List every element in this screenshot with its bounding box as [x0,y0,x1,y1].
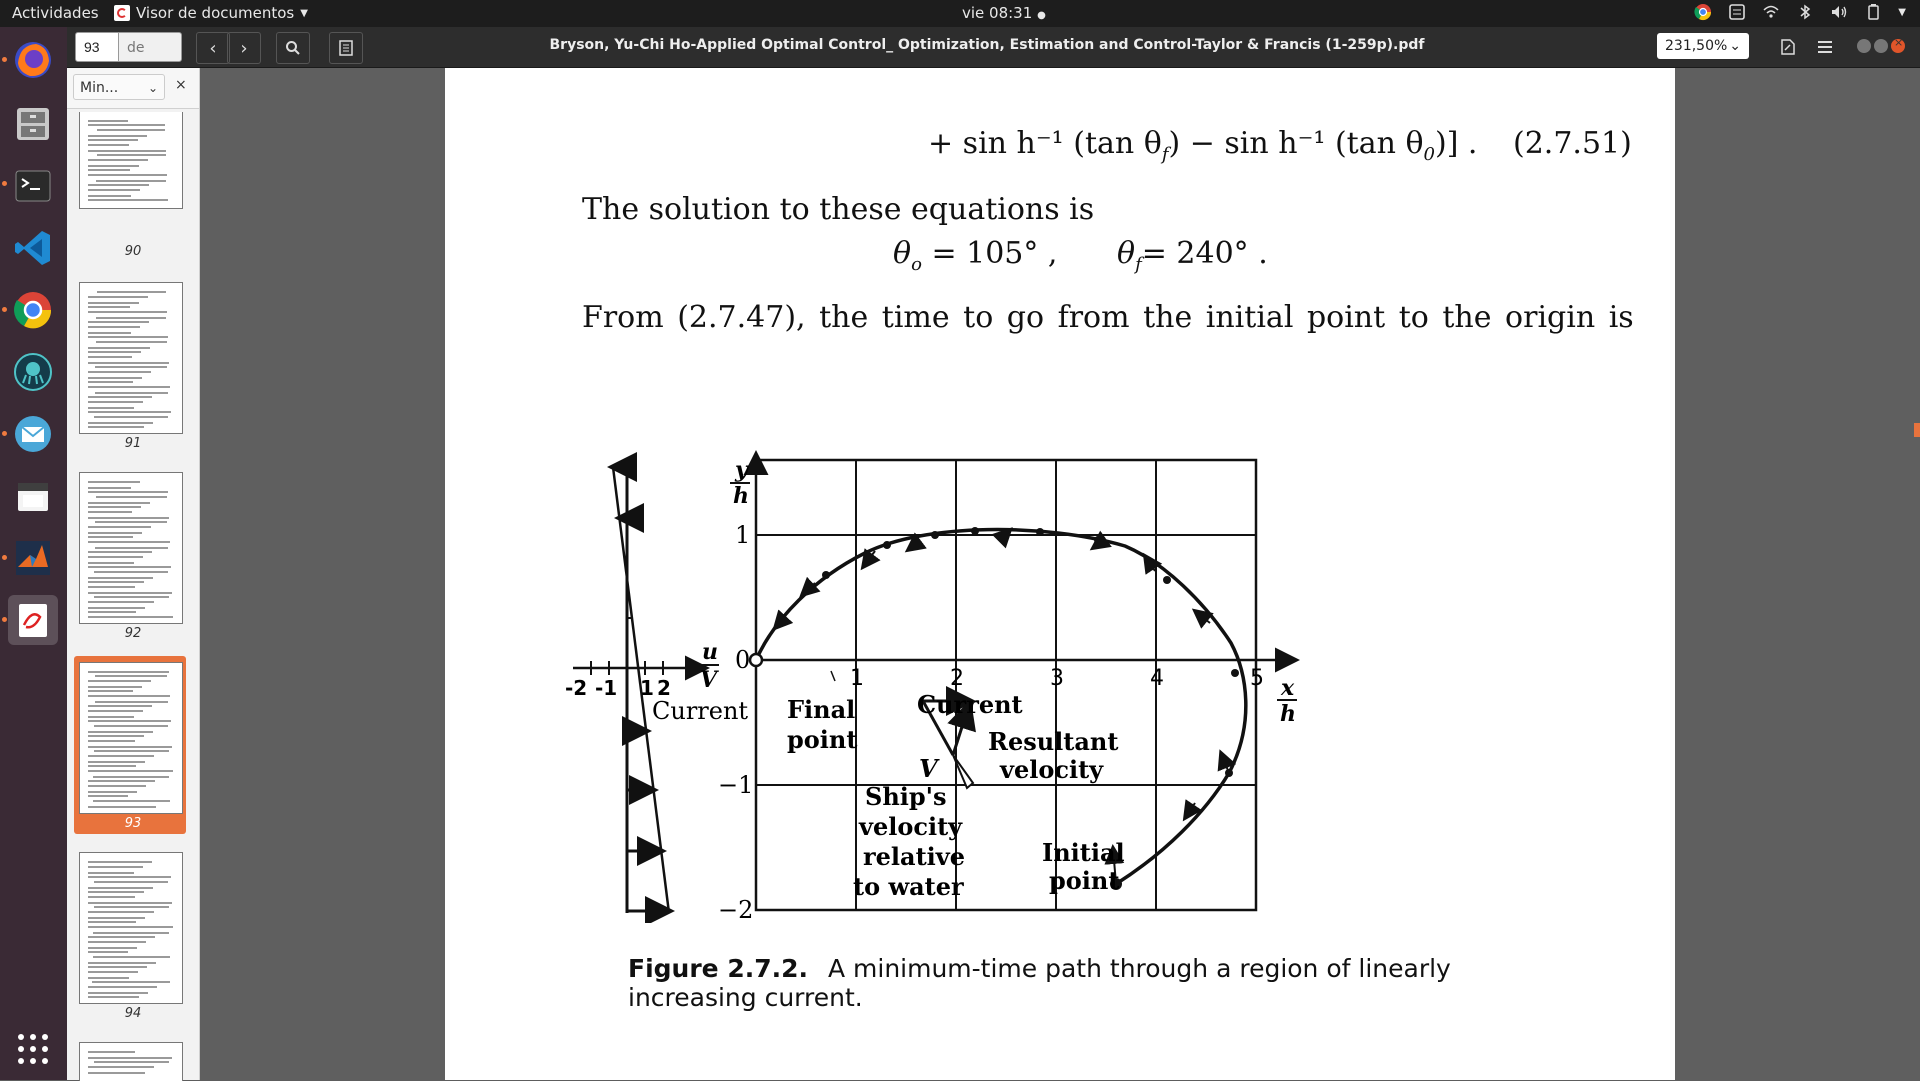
thumbnail-text-line [88,165,139,167]
mail-launcher[interactable] [8,409,58,459]
thumbnail-text-line [88,926,173,928]
battery-icon[interactable] [1864,3,1882,21]
equation-subscript: o [911,254,922,275]
thumbnail-text-line [88,195,131,197]
annotation-ships-velocity: to water [853,872,964,901]
close-window-button[interactable] [1891,36,1905,53]
thumbnail-text-line [88,716,134,718]
running-indicator [2,181,7,186]
document-title: Bryson, Yu-Chi Ho-Applied Optimal Control_ Optimization, Estimation and Control-Taylor & Francis (1-259p).pdf [549,37,1425,53]
y-tick-label: −1 [718,771,754,799]
profile-tick-label: 2 [657,676,671,700]
annotation-final-point: point [787,725,858,754]
sidebar-mode-label: Min... [80,80,119,96]
paragraph-time-to-go: From (2.7.47), the time to go from the initial point to the origin is [582,300,1634,335]
thumbnail-text-line [93,932,169,934]
thumbnail-sidebar [67,68,200,1080]
vscode-icon [12,227,54,269]
y-axis-label-denominator: h [733,483,749,509]
thumbnail-text-line [88,491,168,493]
thumbnail-text-line [88,806,156,808]
thumbnail-text-line [88,755,154,757]
thumbnail-text-line [94,571,168,573]
app-menu-label: Visor de documentos [136,4,295,22]
thumbnail-text-line [94,906,169,908]
equation-subscript: 0 [1423,144,1435,165]
thumbnail-text-line [88,770,173,772]
equation-text: )] . [1434,126,1478,161]
calendar-icon [12,475,54,517]
equation-2-7-51 [928,126,1632,165]
thumbnail-text-line [88,386,170,388]
thumbnail-text-line [88,592,172,594]
thumbnail-text-line [88,532,142,534]
page-number-input[interactable] [75,32,119,62]
y-tick-label: −2 [718,896,754,923]
thumbnail-text-line [88,199,168,201]
figure-caption-text: increasing current. [628,983,863,1012]
thumbnail-text-line [88,962,156,964]
thumbnail-text-line [88,347,150,349]
thumbnail-text-line [88,326,140,328]
thumbnail-text-line [88,150,166,152]
thumbnail-text-line [88,541,170,543]
thumbnail-text-line [88,396,152,398]
thumbnail-text-line [88,611,136,613]
profile-current-label: Current [652,697,749,725]
thumbnail-text-line [88,332,131,334]
thumbnail-page-90[interactable] [79,112,183,209]
system-tray[interactable] [1694,3,1906,21]
thumbnail-text-line [88,481,140,483]
thumbnail-text-line [88,1072,145,1074]
document-edit-icon [1781,39,1795,55]
thumbnail-text-line [94,596,169,598]
document-viewer-icon [12,599,54,641]
notification-dot-icon: ● [1037,10,1046,21]
app-menu[interactable] [114,4,308,22]
thumbnail-text-line [88,740,135,742]
thumbnail-text-line [88,690,133,692]
thumbnail-text-line [88,302,139,304]
thumbnail-text-line [88,586,135,588]
annotation-v: V [919,754,938,783]
document-viewer-launcher[interactable] [8,595,58,645]
thumbnail-label: 91 [124,436,142,451]
top-bar [0,0,1920,27]
close-icon: × [1894,36,1904,49]
thumbnail-text-line [88,921,136,923]
annotation-final-point: Final [787,695,856,724]
matlab-icon [12,537,54,579]
equation-subscript: f [1161,144,1169,165]
thumbnail-text-line [95,366,167,368]
x-axis-label-denominator: h [1280,701,1296,727]
thumbnail-text-line [88,795,128,797]
x-tick-label: 4 [1150,666,1164,691]
thumbnail-label: 94 [124,1006,142,1021]
chrome-launcher[interactable] [8,285,58,335]
profile-tick-label: -2 [565,676,588,700]
annotation-current: Current [917,690,1023,719]
thumbnail-text-line [88,401,143,403]
thumbnail-text-line [88,336,168,338]
thumbnail-text-line [95,521,167,523]
page-total-label: de [118,32,182,62]
thumbnail-text-line [88,1051,135,1053]
thumbnail-text-line [88,986,157,988]
thumbnail-text-line [88,169,130,171]
profile-axis-label-numerator: u [702,639,718,665]
equation-number: (2.7.51) [1513,126,1632,161]
terminal-icon [12,165,54,207]
thumbnail-label: 90 [124,244,142,259]
thumbnail-text-line [88,351,141,353]
thumbnail-text-line [88,159,148,161]
terminal-launcher[interactable] [8,161,58,211]
current-profile-diagram [565,467,751,913]
thumbnail-text-line [88,791,137,793]
thumbnail-page-91[interactable] [79,282,183,434]
thumbnail-text-line [88,124,165,126]
thumbnail-text-line [88,1066,154,1068]
thumbnail-text-line [94,725,168,727]
thumbnail-text-line [88,966,147,968]
scroll-indicator[interactable] [1914,423,1920,437]
thumbnail-text-line [97,154,166,156]
pdf-page [445,68,1675,1080]
search-icon [285,40,301,56]
thumbnail-text-line [88,362,169,364]
thumbnail-text-line [88,896,135,898]
running-indicator [2,555,7,560]
thumbnail-text-line [88,911,154,913]
app-grid-icon [16,1032,50,1066]
thumbnail-text-line [97,129,165,131]
launcher-dock [0,27,67,1080]
thumbnail-text-line [88,992,148,994]
paragraph-solution: The solution to these equations is [582,192,1095,227]
x-tick-label: 3 [1050,666,1064,691]
annotation-ships-velocity: Ship's [865,782,947,811]
thumbnail-label: 92 [124,626,142,641]
thumbnail-text-line [88,710,143,712]
chrome-tray-icon[interactable] [1694,3,1712,21]
thumbnail-text-line [88,120,128,122]
thumbnail-text-line [88,607,145,609]
thumbnail-text-line [88,671,169,673]
maximize-window-button[interactable] [1874,39,1888,53]
thumbnail-text-line [88,139,138,141]
thumbnail-text-line [88,977,129,979]
profile-tick-label: -1 [595,676,618,700]
zoom-value: 231,50% [1665,38,1728,54]
matlab-launcher[interactable] [8,533,58,583]
previous-page-button[interactable] [196,32,230,64]
figure-2-7-2 [565,443,1425,923]
chevron-down-icon: ▼ [300,7,308,19]
thumbnail-text-line [88,731,153,733]
thumbnail-text-line [88,189,140,191]
vscode-launcher[interactable] [8,223,58,273]
annotation-initial-point: point [1049,866,1120,895]
thumbnail-text-line [88,536,133,538]
file-cabinet-icon [12,103,54,145]
thumbnail-text-line [88,321,149,323]
equation-subscript: f [1135,254,1142,275]
figure-caption [628,954,1451,1012]
thumbnail-text-line [95,547,168,549]
thumbnail-text-line [88,866,143,868]
sidebar-mode-select[interactable] [73,74,165,100]
next-page-button[interactable] [227,32,261,64]
thumbnail-text-line [88,487,131,489]
thumbnail-text-line [88,306,130,308]
profile-tick-label: 1 [640,676,654,700]
firefox-launcher[interactable] [8,35,58,85]
running-indicator [2,57,7,62]
annotation-initial-point: Initial [1042,838,1125,867]
main-plot [718,455,1297,923]
thumbnail-text-line [96,341,167,343]
thumbnail-text-line [88,184,149,186]
clock-label: vie 08:31 [962,4,1033,22]
annotation-ships-velocity: velocity [859,812,963,841]
gitkraken-icon [12,351,54,393]
system-menu-chevron-icon[interactable]: ▼ [1898,6,1906,18]
thumbnail-text-line [88,1057,172,1059]
thumbnail-text-line [95,392,168,394]
thumbnail-text-line [88,876,171,878]
annotation-ships-velocity: relative [863,842,965,871]
profile-axis-label-denominator: V [700,667,718,693]
wifi-icon[interactable] [1762,3,1780,21]
plot-frame [756,460,1256,910]
thumbnail-text-line [88,720,171,722]
sidebar-toggle-button[interactable] [329,32,363,64]
volume-icon[interactable] [1830,3,1848,21]
thumbnail-text-line [88,407,134,409]
thumbnail-text-line [88,971,138,973]
close-sidebar-button[interactable]: × [175,77,187,93]
gitkraken-launcher[interactable] [8,347,58,397]
chrome-icon [12,289,54,331]
files-launcher[interactable] [8,99,58,149]
thumbnail-text-line [88,144,129,146]
thumbnail-text-line [88,371,151,373]
chevron-right-icon: › [240,37,248,59]
thumbnail-text-line [94,1061,169,1063]
thumbnail-text-line [93,776,169,778]
running-indicator [2,307,7,312]
activities-button[interactable]: Actividades [12,4,99,22]
thumbnail-text-line [88,422,153,424]
thumbnail-text-line [88,996,139,998]
x-tick-label: 5 [1250,666,1264,691]
thumbnail-text-line [88,356,132,358]
thumbnail-label: 93 [124,816,142,831]
thumbnail-text-line [88,411,171,413]
x-axis-label-numerator: x [1281,675,1295,701]
thumbnail-text-line [88,785,146,787]
figure-caption-text: A minimum-time path through a region of linearly [827,954,1451,983]
thumbnail-text-line [88,562,134,564]
thumbnail-text-line [88,695,170,697]
thumbnail-text-line [88,746,172,748]
thumbnail-text-line [88,502,150,504]
thumbnail-page-94[interactable] [79,852,183,1004]
thumbnail-text-line [93,956,170,958]
document-viewer-icon [114,5,130,21]
thumbnail-text-line [88,174,167,176]
thumbnail-text-line [96,317,166,319]
thumbnail-text-line [96,496,167,498]
minimize-window-button[interactable] [1857,39,1871,53]
thumbnail-text-line [88,296,148,298]
thumbnail-text-line [88,601,154,603]
chevron-down-icon: ⌄ [147,81,158,95]
thumbnail-text-line [97,291,166,293]
thumbnail-text-line [88,616,173,618]
y-tick-label: 0 [735,646,751,674]
thumbnail-text-line [88,377,142,379]
thumbnail-text-line [88,526,151,528]
thumbnail-text-line [88,551,152,553]
thumbnail-text-line [95,675,167,677]
thumbnail-text-line [88,705,152,707]
thumbnail-text-line [88,426,144,428]
thumbnail-text-line [88,135,147,137]
thumbnail-page-93[interactable] [79,662,183,814]
thumbnail-text-line [88,311,167,313]
thumbnail-text-line [88,917,145,919]
thumbnail-text-line [93,800,170,802]
bluetooth-icon[interactable] [1796,3,1814,21]
thumbnail-text-line [88,381,133,383]
thumbnail-text-line [88,887,153,889]
equation-text: + sin h⁻¹ (tan θ [928,126,1162,161]
main-menu-button[interactable] [1809,32,1841,62]
thumbnail-text-line [88,761,145,763]
thumbnail-text-line [88,936,155,938]
thumbnail-text-line [94,416,168,418]
thumbnail-text-line [88,941,146,943]
show-applications-button[interactable] [8,1024,58,1074]
equation-text: ) − sin h⁻¹ (tan θ [1168,126,1424,161]
theta-symbol: θ [1117,236,1136,271]
thumbnail-text-line [88,735,144,737]
x-tick-label: 2 [950,666,964,691]
thumbnail-text-line [88,951,128,953]
solution-equation [893,236,1268,275]
header-bar [67,27,1920,68]
theta0-value: = 105° , [921,236,1058,271]
thumbnail-text-line [92,981,170,983]
chevron-down-icon: ⌄ [1729,38,1741,54]
mail-icon [12,413,54,455]
clipboard-tray-icon[interactable] [1728,3,1746,21]
running-indicator [2,617,7,622]
thumbnail-text-line [88,902,172,904]
thumbnail-text-line [94,881,168,883]
chevron-left-icon: ‹ [209,37,217,59]
clock[interactable] [962,4,1046,22]
thumbnail-text-line [88,556,143,558]
thumbnail-text-line [88,680,151,682]
thumbnail-text-line [94,750,169,752]
thumbnail-text-line [88,947,137,949]
thumbnail-page-95[interactable] [79,1042,183,1081]
thumbnail-text-line [88,861,152,863]
thumbnail-text-line [88,517,169,519]
thumbnail-text-line [88,891,144,893]
firefox-icon [12,39,54,81]
zoom-selector[interactable] [1657,33,1749,59]
thumbnail-text-line [88,581,144,583]
thumbnail-text-line [88,765,136,767]
figure-caption-label: Figure 2.7.2. [628,954,809,983]
calendar-launcher[interactable] [8,471,58,521]
sidebar-header [67,68,199,109]
thumbnail-text-line [88,566,171,568]
thumbnail-text-line [88,506,141,508]
sidebar-icon [339,40,353,56]
thetaf-value: = 240° . [1141,236,1268,271]
annotate-button[interactable] [1772,32,1804,62]
y-axis-label-numerator: y [735,457,748,483]
thumbnail-text-line [88,686,142,688]
annotation-resultant-velocity: Resultant [988,727,1119,756]
running-indicator [2,431,7,436]
thumbnail-text-line [88,577,153,579]
theta-symbol: θ [893,236,912,271]
thumbnail-text-line [88,872,134,874]
document-view[interactable] [200,68,1920,1080]
thumbnail-text-line [95,701,168,703]
thumbnail-text-line [96,180,166,182]
thumbnail-text-line [88,511,132,513]
hamburger-menu-icon [1818,41,1832,53]
final-point-marker [750,654,762,666]
y-tick-label: 1 [735,521,751,549]
x-tick-label: 1 [850,666,864,691]
annotation-resultant-velocity: velocity [1000,755,1104,784]
search-button[interactable] [276,32,310,64]
thumbnail-page-92[interactable] [79,472,183,624]
thumbnail-text-line [88,780,155,782]
